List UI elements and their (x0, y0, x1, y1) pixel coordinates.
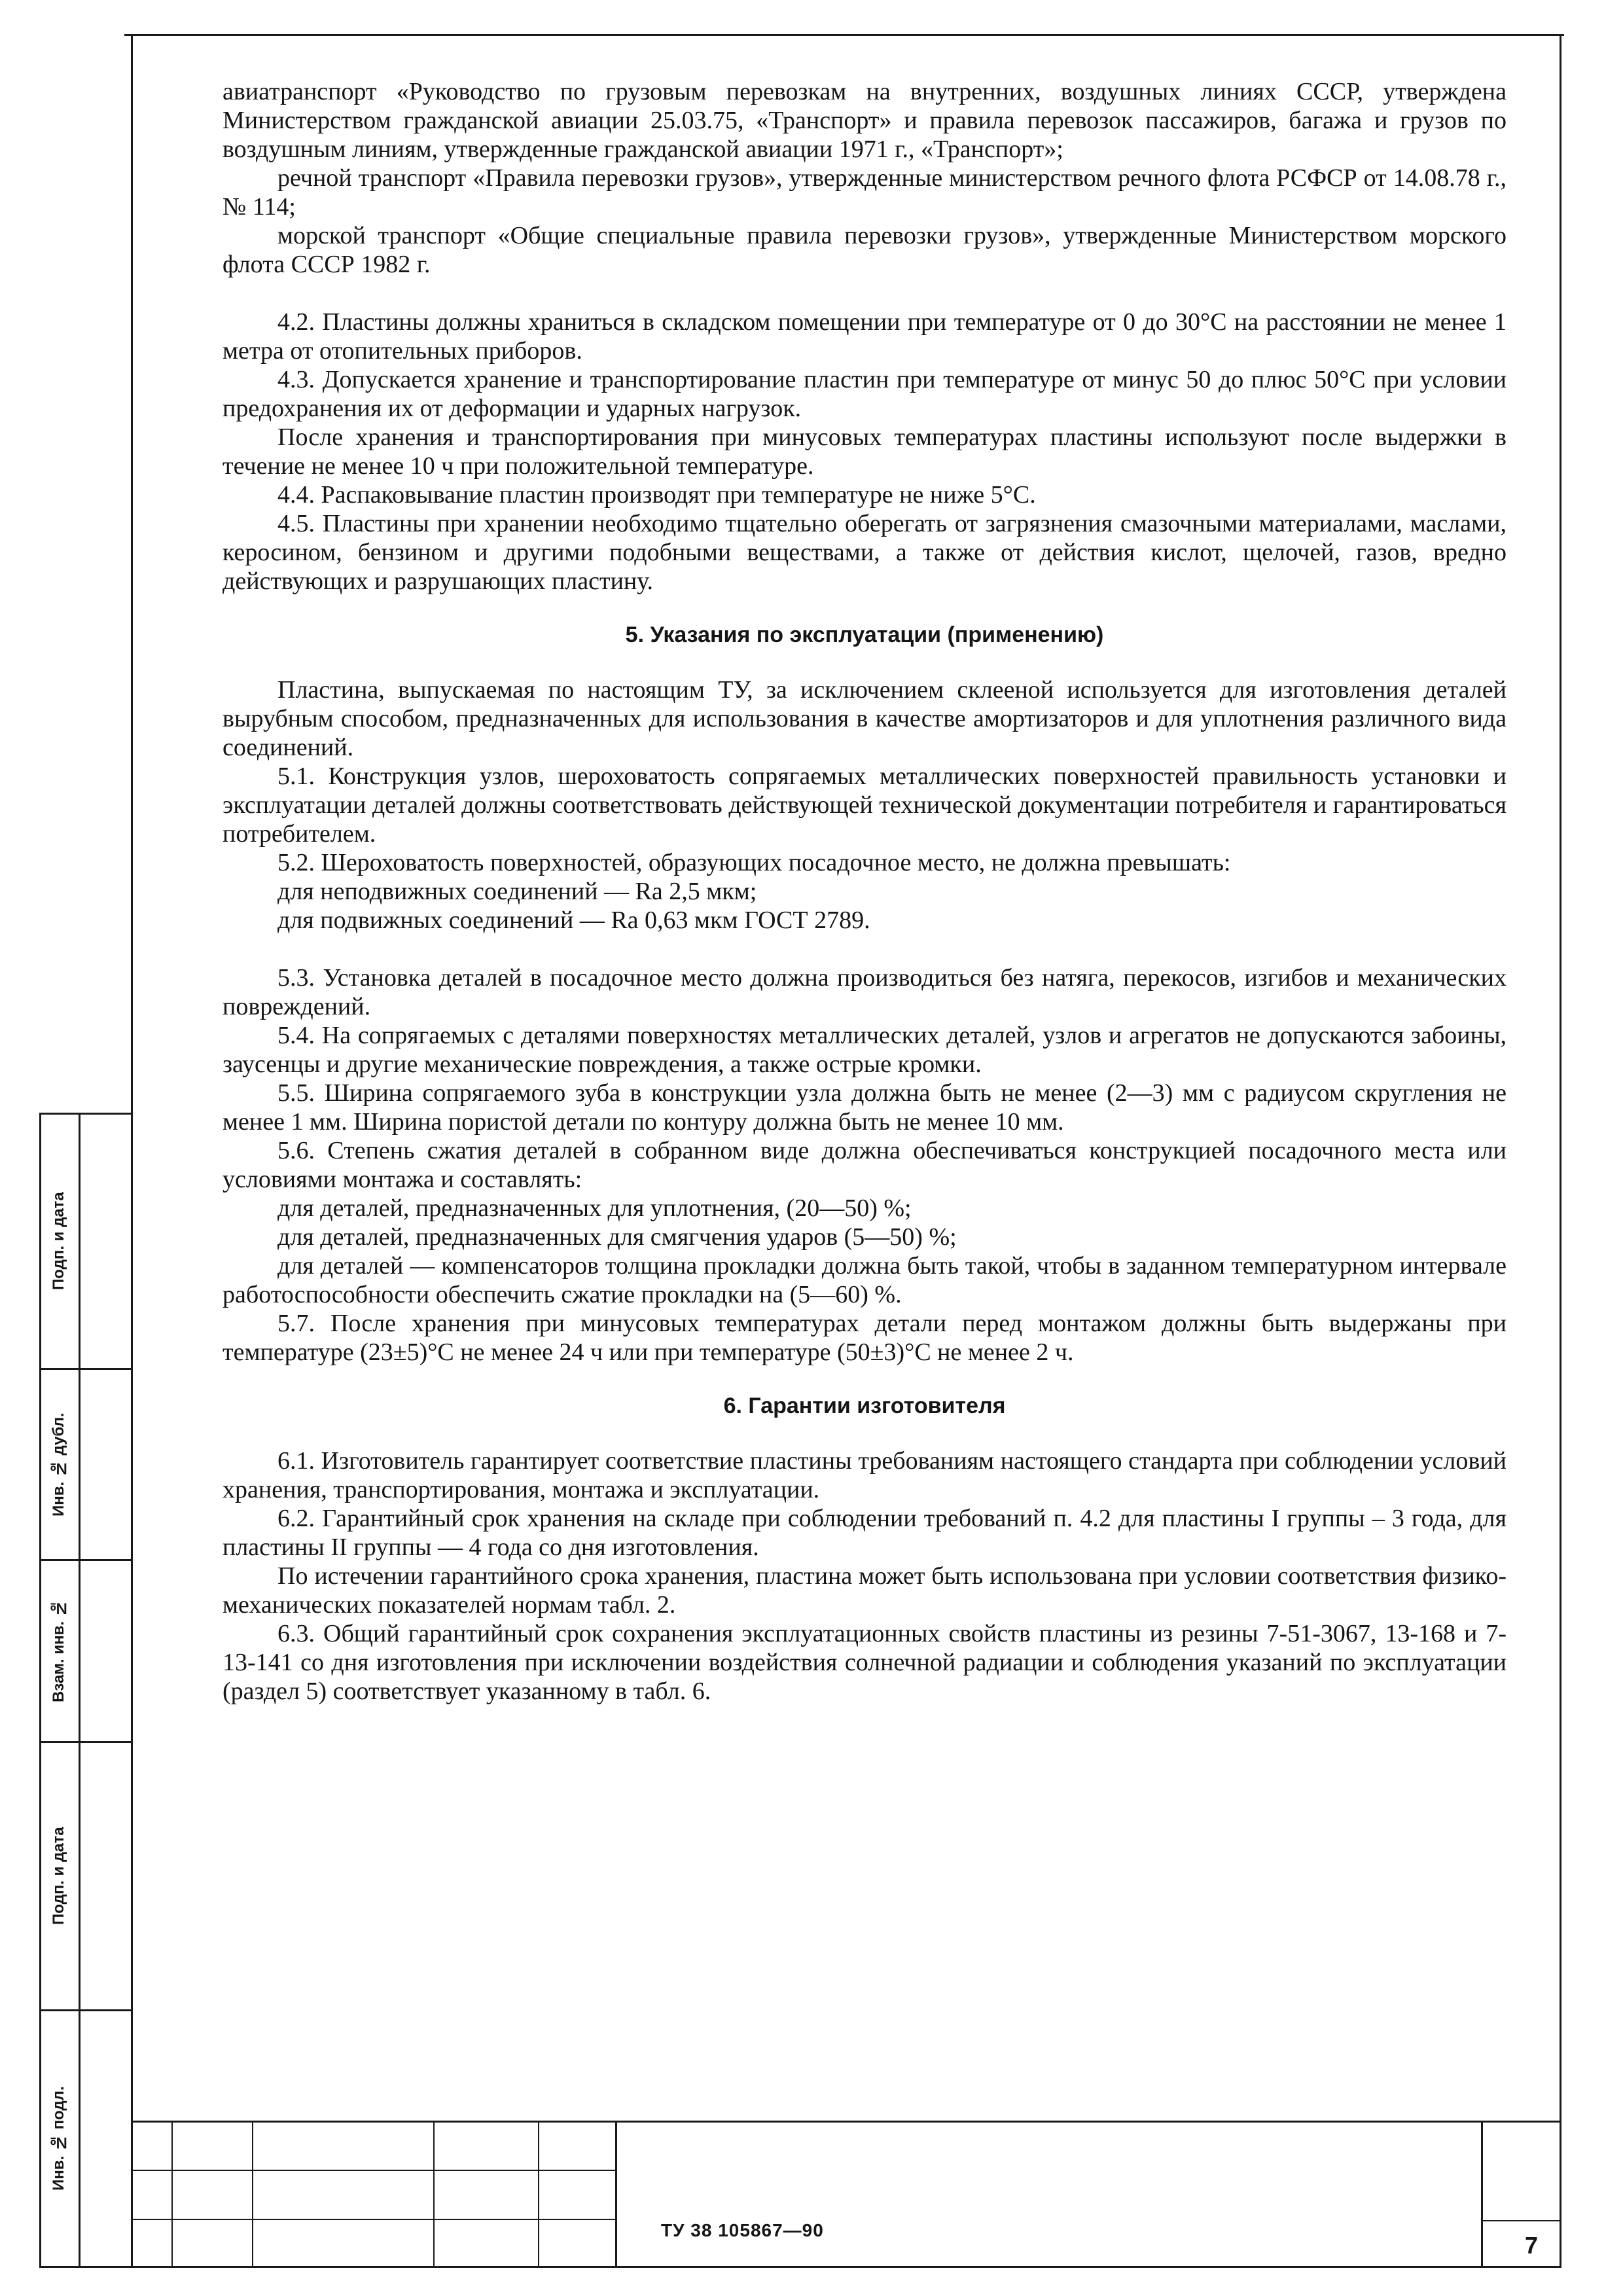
frame-top (124, 34, 1564, 36)
paragraph: 4.5. Пластины при хранении необходимо тщательно оберегать от загрязнения смазочными материалами, маслами, керосином, бензином и другими подобными веществами, а также от действия кислот, щелочей, газов, вредно действующих и разрушающих пластину. (223, 510, 1507, 595)
title-block-row-line (131, 2170, 615, 2171)
paragraph: 6.1. Изготовитель гарантирует соответствие пластины требованиям настоящего стандарта при соблюдении условий хранения, транспортирования, монтажа и эксплуатации. (223, 1447, 1507, 1503)
paragraph: для неподвижных соединений — Ra 2,5 мкм; (277, 878, 757, 905)
frame-left (131, 34, 133, 2267)
side-stamp-label: Взам. инв. № (50, 1599, 67, 1703)
paragraph: 5.7. После хранения при минусовых температурах детали перед монтажом должны быть выдержаны при температуре (23±5)°С не менее 24 ч или при температуре (50±3)°С не менее 2 ч. (223, 1310, 1507, 1366)
paragraph: 4.4. Распаковывание пластин производят при температуре не ниже 5°С. (277, 481, 1036, 509)
paragraph: 4.2. Пластины должны храниться в складском помещении при температуре от 0 до 30°С на расстоянии не менее 1 метра от отопительных приборов. (223, 308, 1507, 365)
paragraph: 5.2. Шероховатость поверхностей, образующих посадочное место, не должна превышать: (277, 849, 1231, 876)
paragraph: для деталей — компенсаторов толщина прокладки должна быть такой, чтобы в заданном температурном интервале работоспособности обеспечить сжатие прокладки на (5—60) %. (223, 1252, 1507, 1308)
paragraph: 5.5. Ширина сопрягаемого зуба в конструкции узла должна быть не менее (2—3) мм с радиусом скругления не менее 1 мм. Ширина пористой детали по контуру должна быть не менее 10 мм. (223, 1079, 1507, 1136)
title-block-top (131, 2121, 1561, 2123)
side-stamp-label: Инв. № подл. (50, 2086, 67, 2191)
paragraph: речной транспорт «Правила перевозки грузов», утвержденные министерством речного флота РСФСР от 14.08.78 г., № 114; (223, 164, 1507, 221)
paragraph: По истечении гарантийного срока хранения, пластина может быть использована при условии соответствия физико-механических показателей нормам табл. 2. (223, 1562, 1507, 1619)
paragraph: 6.2. Гарантийный срок хранения на складе при соблюдении требований п. 4.2 для пластины I группы – 3 года, для пластины II группы — 4 года со дня изготовления. (223, 1505, 1507, 1561)
paragraph: 6.3. Общий гарантийный срок сохранения эксплуатационных свойств пластины из резины 7-51-3067, 13-168 и 7-13-141 со дня изготовления при исключении воздействия солнечной радиации и соблюдения указаний по эксплуатации (раздел 5) соответствует указанному в табл. 6. (223, 1620, 1507, 1705)
side-stamp-label: Подп. и дата (50, 1192, 67, 1291)
paragraph: Пластина, выпускаемая по настоящим ТУ, за исключением склееной используется для изготовления деталей вырубным способом, предназначенных для использования в качестве амортизаторов и для уплотнения различного вида соединений. (223, 676, 1507, 761)
paragraph: 4.3. Допускается хранение и транспортирование пластин при температуре от минус 50 до плюс 50°С при условии предохранения их от деформации и ударных нагрузок. (223, 366, 1507, 422)
title-block-row-line (131, 2219, 615, 2220)
section-heading: 6. Гарантии изготовителя (723, 1393, 1006, 1418)
frame-right (1560, 34, 1561, 2267)
title-block-col-line (171, 2121, 173, 2266)
title-block-col-line (1481, 2121, 1483, 2266)
frame-bottom (39, 2266, 1561, 2268)
page-number: 7 (1524, 2232, 1539, 2259)
side-stamp-divider (79, 1113, 80, 2267)
document-body (223, 77, 1507, 1706)
paragraph: морской транспорт «Общие специальные правила перевозки грузов», утвержденные Министерством морского флота СССР 1982 г. (223, 222, 1507, 278)
title-block-col-line (252, 2121, 253, 2266)
side-stamp-label: Подп. и дата (50, 1827, 67, 1926)
title-block-col-line (538, 2121, 539, 2266)
paragraph: для подвижных соединений — Ra 0,63 мкм ГОСТ 2789. (277, 906, 870, 934)
side-stamp-label: Инв. № дубл. (50, 1412, 67, 1516)
title-block-col-line (433, 2121, 435, 2266)
paragraph: 5.1. Конструкция узлов, шероховатость сопрягаемых металлических поверхностей правильность установки и эксплуатации деталей должны соответствовать действующей технической документации потребителя и гарантироваться потребителем. (223, 762, 1507, 848)
paragraph: для деталей, предназначенных для уплотнения, (20—50) %; (277, 1194, 912, 1222)
paragraph: После хранения и транспортирования при минусовых температурах пластины используют после выдержки в течение не менее 10 ч при положительной температуре. (223, 423, 1507, 480)
title-block-col-line (615, 2121, 617, 2266)
paragraph: 5.3. Установка деталей в посадочное место должна производиться без натяга, перекосов, изгибов и механических повреждений. (223, 964, 1507, 1020)
spacer (223, 279, 1507, 308)
section-heading: 5. Указания по эксплуатации (применению) (625, 622, 1104, 647)
paragraph: 5.6. Степень сжатия деталей в собранном виде должна обеспечиваться конструкцией посадочного места или условиями монтажа и составлять: (223, 1137, 1507, 1193)
paragraph: 5.4. На сопрягаемых с деталями поверхностях металлических деталей, узлов и агрегатов не допускаются забоины, заусенцы и другие механические повреждения, а также острые кромки. (223, 1022, 1507, 1078)
document-code: ТУ 38 105867—90 (661, 2220, 824, 2240)
paragraph: авиатранспорт «Руководство по грузовым перевозкам на внутренних, воздушных линиях СССР, утверждена Министерством гражданской авиации 25.03.75, «Транспорт» и правила перевозок пассажиров, багажа и грузов по воздушным линиям, утвержденные гражданской авиации 1971 г., «Транспорт»; (223, 78, 1507, 163)
page-box-divider (1481, 2220, 1561, 2221)
spacer (223, 935, 1507, 963)
paragraph: для деталей, предназначенных для смягчения ударов (5—50) %; (277, 1223, 957, 1251)
